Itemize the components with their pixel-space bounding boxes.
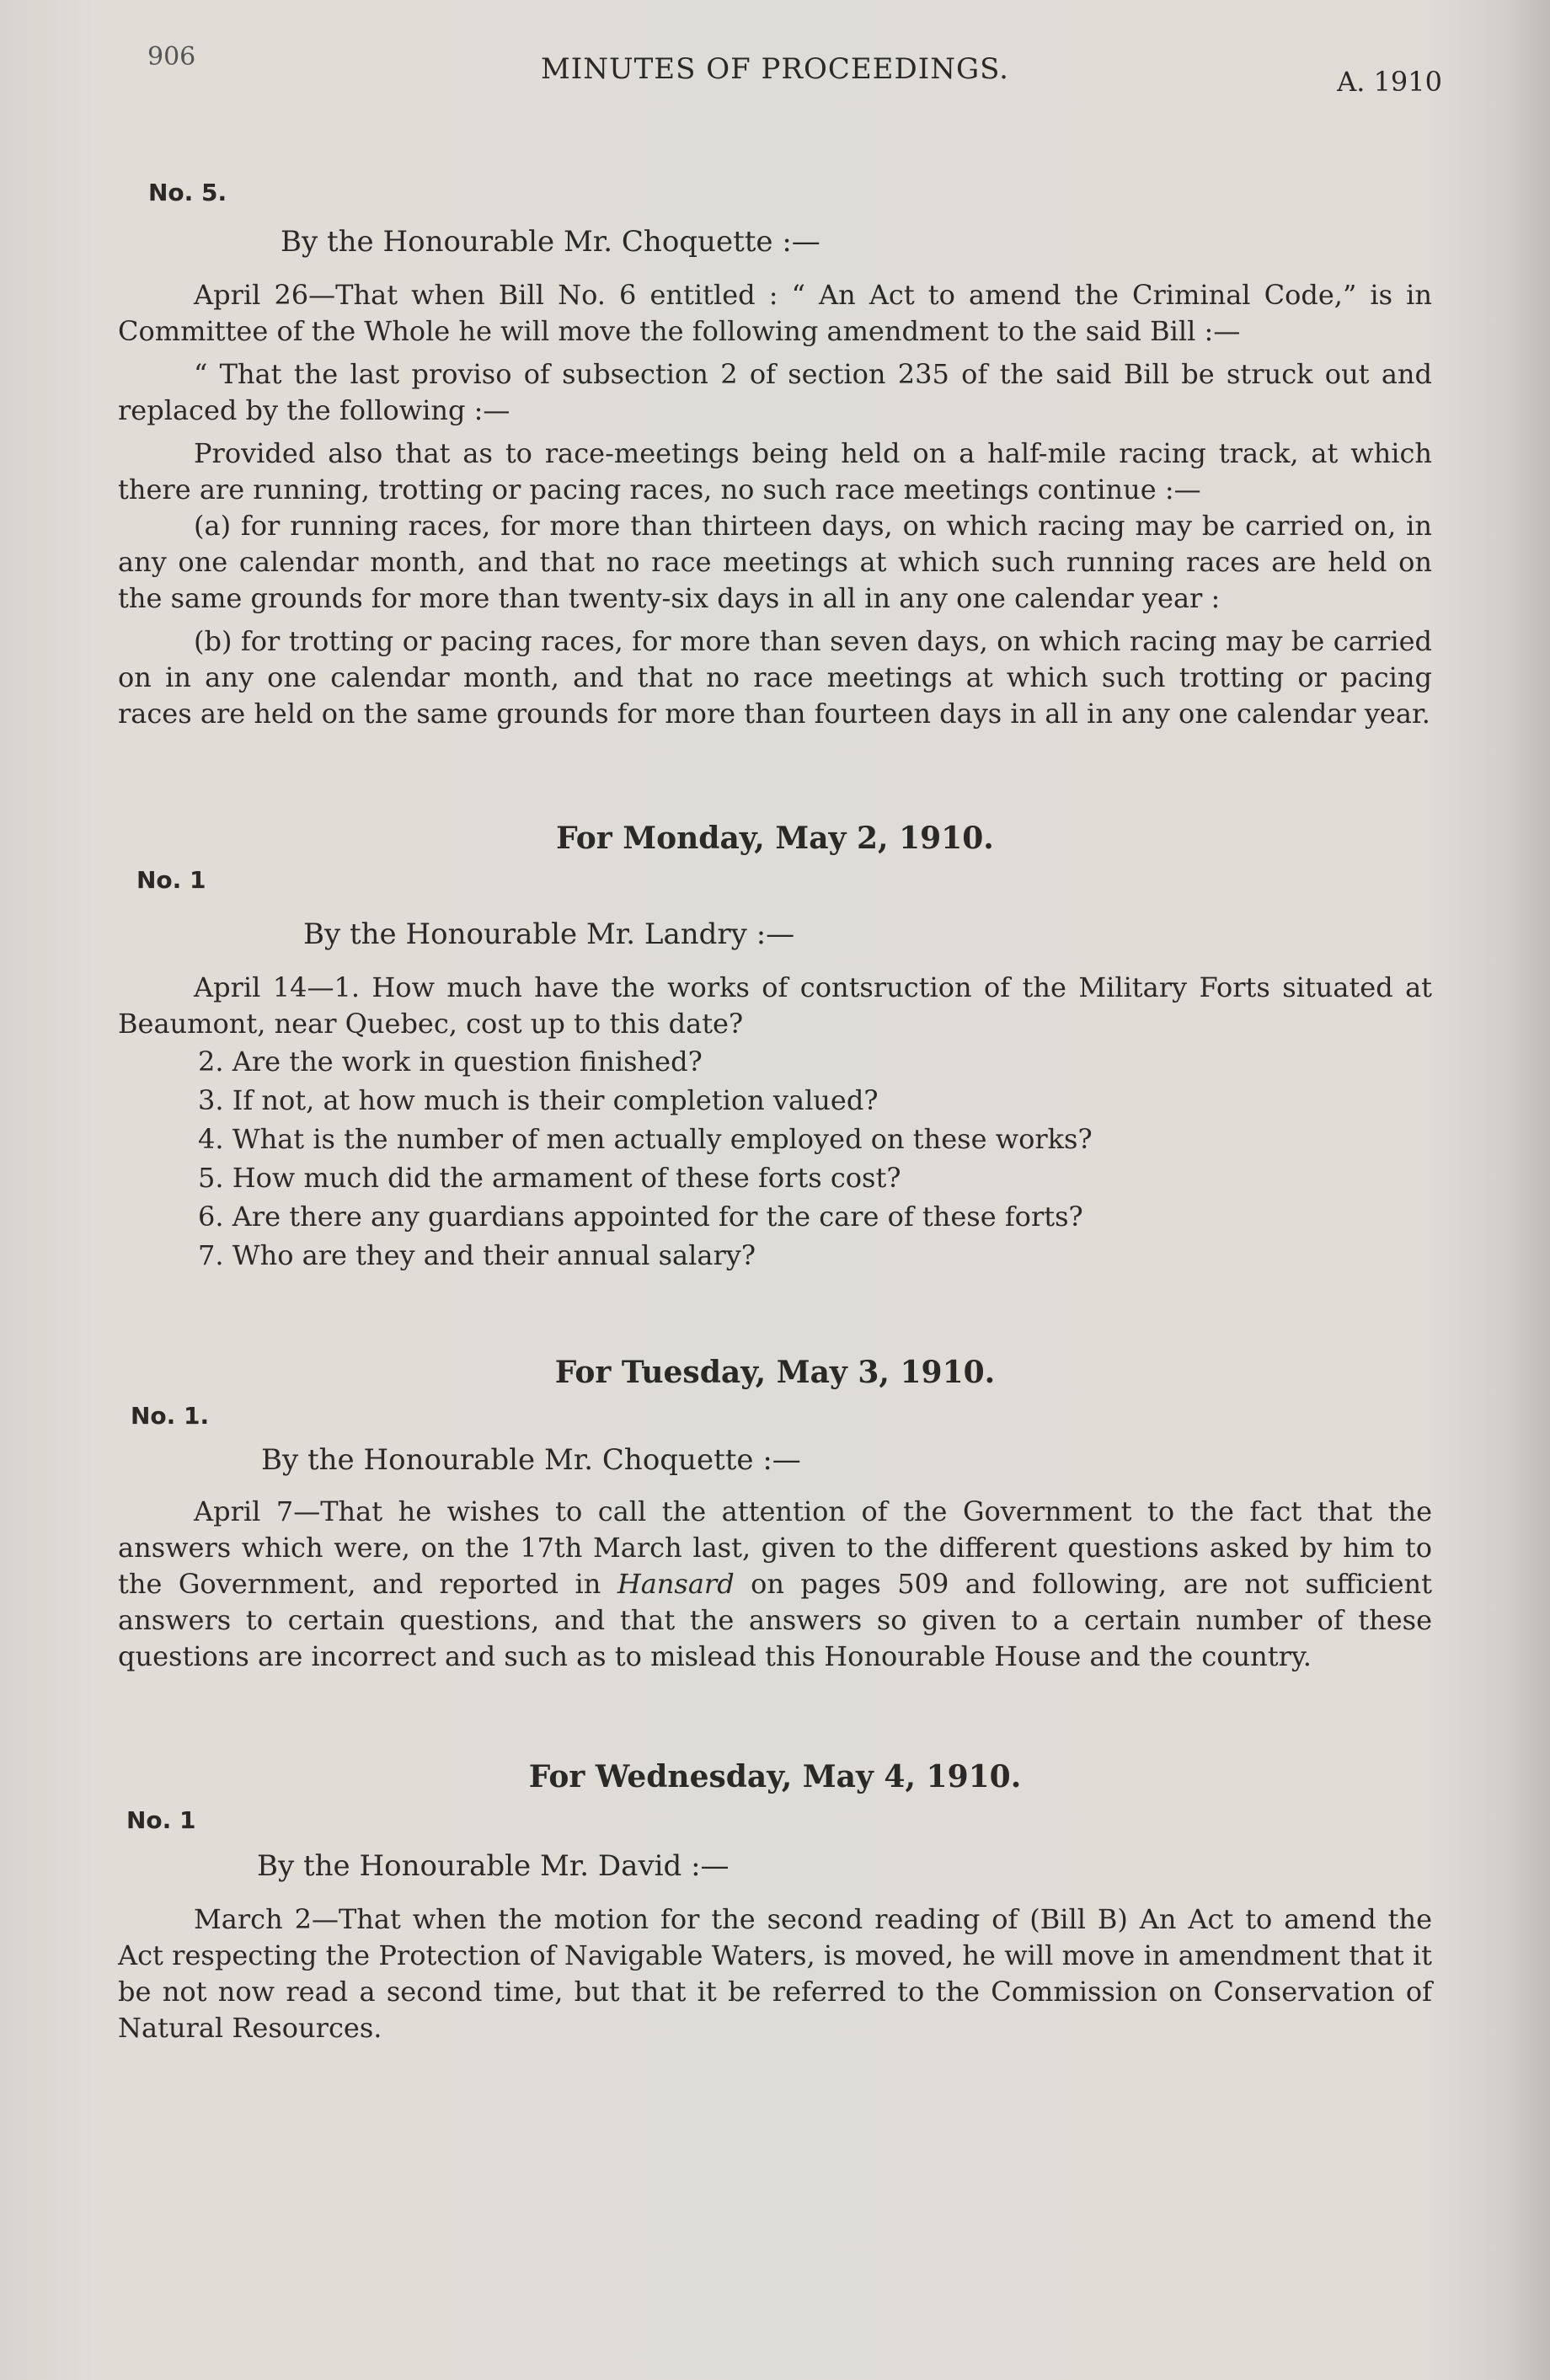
question-item: 2. Are the work in question finished? bbox=[198, 1046, 703, 1078]
notice-paragraph: Provided also that as to race-meetings being held on a half-mile racing track, at which there are running, trotting or pacing races, no such race meetings continue :— bbox=[118, 437, 1432, 505]
byline: By the Honourable Mr. David :— bbox=[257, 1849, 730, 1883]
hansard-reference: Hansard bbox=[617, 1568, 735, 1600]
notice-paragraph: April 26—That when Bill No. 6 entitled : “ An Act to amend the Criminal Code,” is in Committee of the Whole he will move the following amendment to the said Bill :— bbox=[118, 279, 1432, 347]
notice-paragraph: March 2—That when the motion for the second reading of (Bill B) An Act to amend the Act respecting the Protection of Navigable Waters, is moved, he will move in amendment that it be not now read a second time, but that it be referred to the Commission on Conservation of Natural Resources. bbox=[118, 1903, 1432, 2044]
notice-paragraph: April 7—That he wishes to call the attention of the Government to the fact that the answers which were, on the 17th March last, given to the different questions asked by him to the Government, and reported in Hansard on pages 509 and following, are not sufficient answers to certain questions, and that the answers so given to a certain number of these questions are incorrect and such as to mislead this Honourable House and the country. bbox=[118, 1495, 1433, 1672]
question-item: 6. Are there any guardians appointed for the care of these forts? bbox=[198, 1201, 1083, 1233]
byline: By the Honourable Mr. Landry :— bbox=[303, 917, 795, 951]
running-title: MINUTES OF PROCEEDINGS. bbox=[540, 52, 1009, 86]
byline: By the Honourable Mr. Choquette :— bbox=[261, 1443, 801, 1477]
page-number: 906 bbox=[147, 42, 196, 72]
question-intro: April 14—1. How much have the works of contsruction of the Military Forts situated at Beaumont, near Quebec, cost up to this date? bbox=[118, 971, 1432, 1040]
clause-a: (a) for running races, for more than thirteen days, on which racing may be carried on, in any one calendar month, and that no race meetings at which such running races are held on the same grounds for more than twenty-six days in all in any one calendar year : bbox=[118, 510, 1432, 614]
section-wednesday bbox=[118, 1759, 1432, 2046]
notice-number: No. 5. bbox=[148, 179, 227, 206]
notice-paragraph: “ That the last proviso of subsection 2 of section 235 of the said Bill be struck out and replaced by the following :— bbox=[118, 358, 1432, 426]
notice-number: No. 1. bbox=[131, 1402, 210, 1430]
section-monday bbox=[118, 821, 1432, 1275]
notice-number: No. 1 bbox=[126, 1806, 196, 1834]
section-tuesday bbox=[118, 1355, 1432, 1675]
notice-number: No. 1 bbox=[136, 866, 206, 894]
question-item: 7. Who are they and their annual salary? bbox=[198, 1239, 756, 1271]
question-item: 5. How much did the armament of these forts cost? bbox=[198, 1162, 901, 1194]
byline: By the Honourable Mr. Choquette :— bbox=[281, 225, 820, 259]
clause-b: (b) for trotting or pacing races, for more than seven days, on which racing may be carried on in any one calendar month, and that no race meetings at which such trotting or pacing races are held on the same grounds for more than fourteen days in all in any one calendar year. bbox=[118, 625, 1432, 730]
page-content bbox=[118, 42, 1442, 2046]
notice-no5 bbox=[118, 179, 1432, 732]
question-item: 4. What is the number of men actually employed on these works? bbox=[198, 1123, 1093, 1155]
question-item: 3. If not, at how much is their completion valued? bbox=[198, 1084, 879, 1116]
page-header bbox=[118, 42, 1442, 101]
session-year: A. 1910 bbox=[1337, 66, 1442, 98]
section-heading: For Wednesday, May 4, 1910. bbox=[528, 1759, 1022, 1794]
section-heading: For Monday, May 2, 1910. bbox=[556, 821, 994, 856]
section-heading: For Tuesday, May 3, 1910. bbox=[554, 1355, 996, 1390]
